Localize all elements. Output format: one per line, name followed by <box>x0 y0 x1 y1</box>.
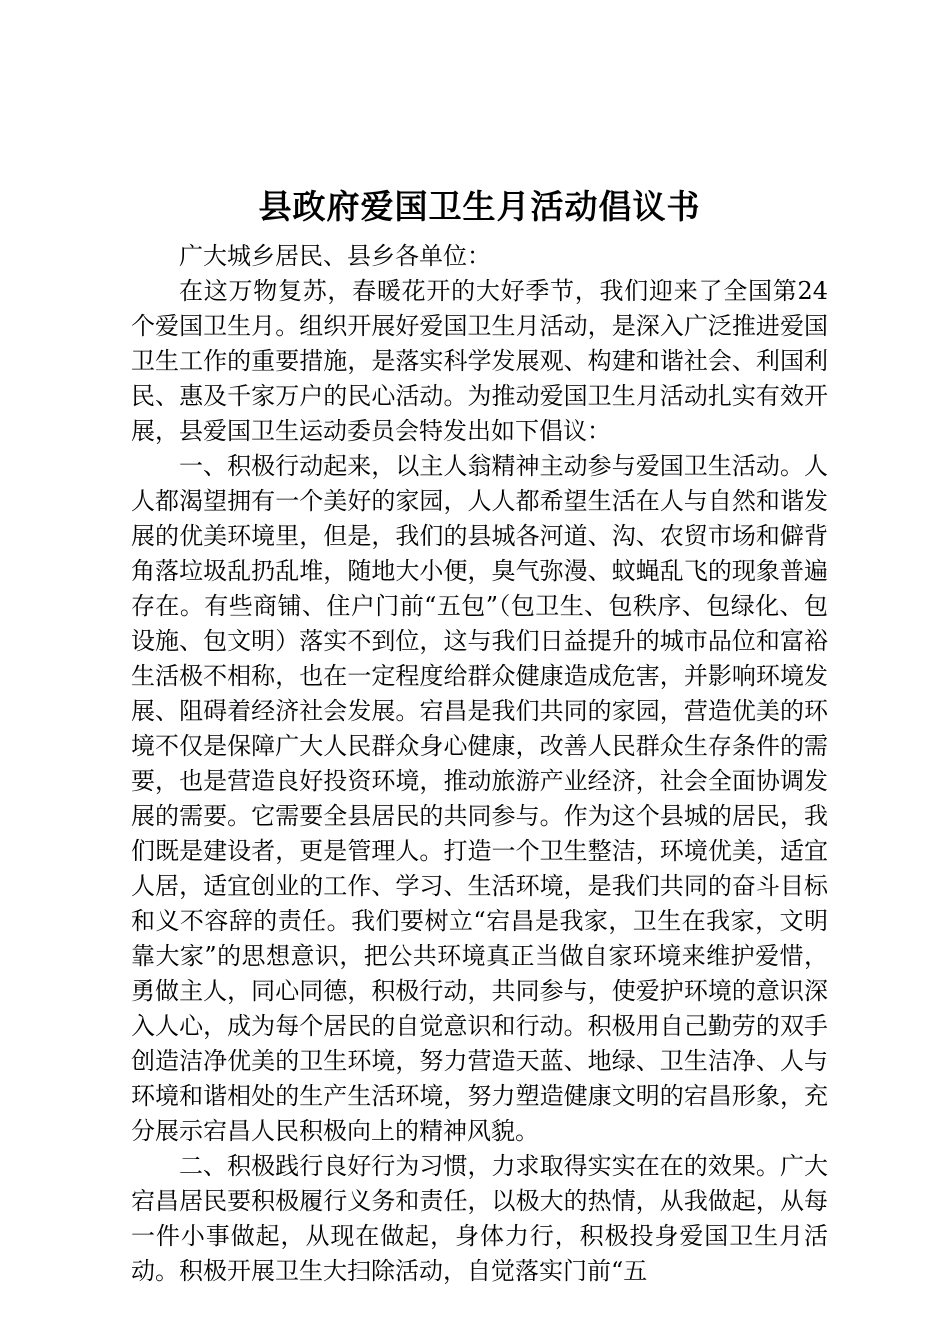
paragraph-point-two: 二、积极践行良好行为习惯，力求取得实实在在的效果。广大宕昌居民要积极履行义务和责任，以极大的热情，从我做起，从每一件小事做起，从现在做起，身体力行，积极投身爱国卫生月活动。积极开展卫生大扫除活动，自觉落实门前“五 <box>131 1152 828 1285</box>
document-title: 县政府爱国卫生月活动倡议书 <box>258 187 701 226</box>
paragraph-point-one: 一、积极行动起来，以主人翁精神主动参与爱国卫生活动。人人都渴望拥有一个美好的家园，人人都希望生活在人与自然和谐发展的优美环境里，但是，我们的县城各河道、沟、农贸市场和僻背角落垃圾乱扔乱堆，随地大小便，臭气弥漫、蚊蝇乱飞的现象普遍存在。有些商铺、住户门前“五包”（包卫生、包秩序、包绿化、包设施、包文明）落实不到位，这与我们日益提升的城市品位和富裕生活极不相称，也在一定程度给群众健康造成危害，并影响环境发展、阻碍着经济社会发展。宕昌是我们共同的家园，营造优美的环境不仅是保障广大人民群众身心健康，改善人民群众生存条件的需要，也是营造良好投资环境，推动旅游产业经济，社会全面协调发展的需要。它需要全县居民的共同参与。作为这个县城的居民，我们既是建设者，更是管理人。打造一个卫生整洁，环境优美，适宜人居，适宜创业的工作、学习、生活环境，是我们共同的奋斗目标和义不容辞的责任。我们要树立“宕昌是我家，卫生在我家，文明靠大家”的思想意识，把公共环境真正当做自家环境来维护爱惜，勇做主人，同心同德，积极行动，共同参与，使爱护环境的意识深入人心，成为每个居民的自觉意识和行动。积极用自己勤劳的双手创造洁净优美的卫生环境，努力营造天蓝、地绿、卫生洁净、人与环境和谐相处的生产生活环境，努力塑造健康文明的宕昌形象，充分展示宕昌人民积极向上的精神风貌。 <box>131 452 828 1145</box>
document-page <box>131 185 828 1289</box>
paragraph-intro: 在这万物复苏，春暖花开的大好季节，我们迎来了全国第24个爱国卫生月。组织开展好爱国卫生月活动，是深入广泛推进爱国卫生工作的重要措施，是落实科学发展观、构建和谐社会、利国利民、惠及千家万户的民心活动。为推动爱国卫生月活动扎实有效开展，县爱国卫生运动委员会特发出如下倡议： <box>131 277 828 445</box>
salutation: 广大城乡居民、县乡各单位： <box>179 242 491 270</box>
